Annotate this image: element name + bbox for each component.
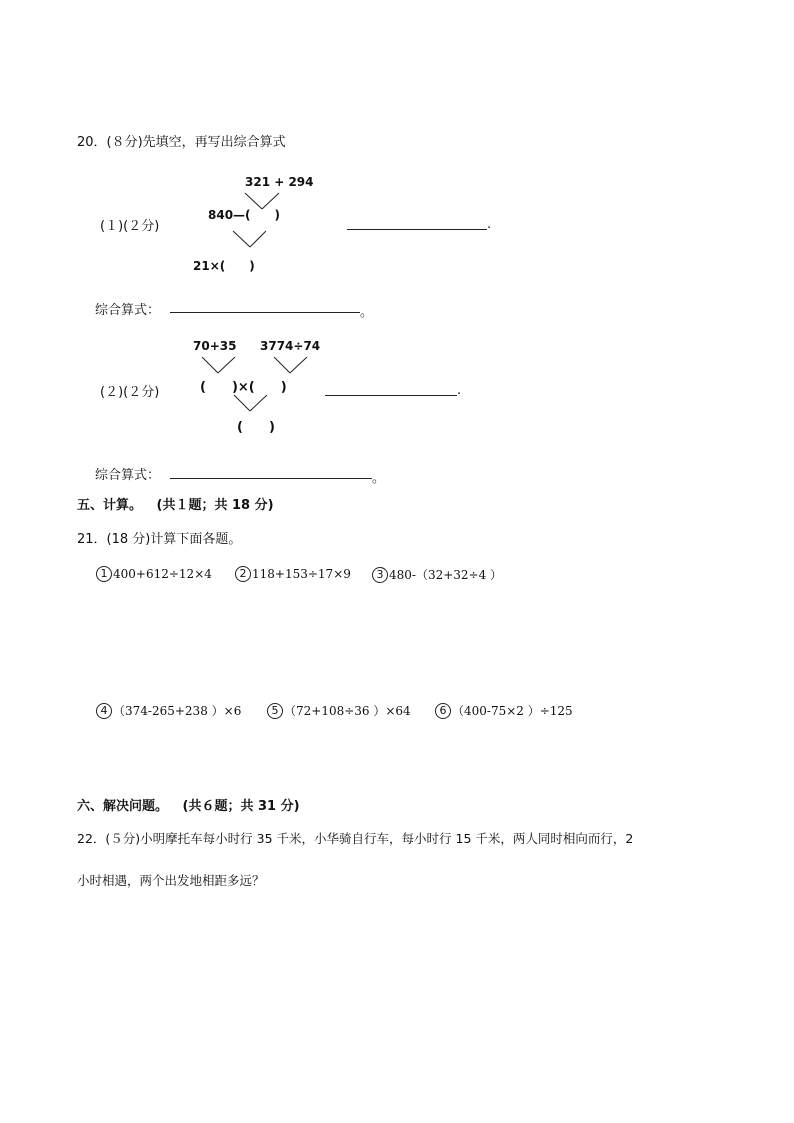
section6-title: 六、解决问题。 bbox=[77, 799, 169, 814]
q20-p2-answer-suffix: . bbox=[457, 383, 462, 398]
problem-expr-4: （374-265+238 ）×6 bbox=[113, 704, 242, 718]
q21-title: 21．(18 分)计算下面各题。 bbox=[77, 532, 242, 547]
q22-text-line2: 小时相遇，两个出发地相距多远？ bbox=[77, 873, 265, 888]
q20-p1-answer-suffix: . bbox=[487, 217, 492, 232]
problem-number-4: 4 bbox=[96, 703, 112, 719]
section5-heading bbox=[77, 494, 274, 513]
q20-p1-answer-blank[interactable] bbox=[347, 229, 487, 230]
q20-p2-right-top: 3774÷74 bbox=[260, 339, 321, 353]
problem-expr-1: 400+612÷12×4 bbox=[113, 567, 212, 581]
q21-problem-1 bbox=[96, 566, 212, 582]
q21-problem-2 bbox=[235, 566, 351, 582]
q20-p2-left-top: 70+35 bbox=[193, 339, 237, 353]
q20-p1-bottom-expr: 21×( ) bbox=[193, 259, 255, 273]
problem-number-1: 1 bbox=[96, 566, 112, 582]
problem-expr-6: （400-75×2 ）÷125 bbox=[452, 704, 573, 718]
problem-number-6: 6 bbox=[435, 703, 451, 719]
q20-p1-combined-label: 综合算式： bbox=[95, 303, 161, 318]
q20-p1-combined-blank[interactable] bbox=[170, 312, 360, 313]
q20-p2-combined-suffix: 。 bbox=[372, 471, 386, 486]
q20-p2-middle-expr: ( )×( ) bbox=[200, 380, 287, 395]
q20-p1-top-expr: 321 + 294 bbox=[245, 175, 314, 189]
problem-expr-5: （72+108÷36 ）×64 bbox=[284, 704, 411, 718]
q20-p2-answer-blank[interactable] bbox=[325, 395, 457, 396]
section6-meta: (共６题；共 31 分) bbox=[182, 799, 300, 814]
problem-number-2: 2 bbox=[235, 566, 251, 582]
q21-problem-5 bbox=[267, 702, 411, 719]
q20-p2-label: (２)(２分) bbox=[100, 385, 160, 400]
q20-title: 20．(８分)先填空，再写出综合算式 bbox=[77, 135, 286, 150]
problem-number-5: 5 bbox=[267, 703, 283, 719]
section6-heading bbox=[77, 795, 300, 814]
q22-text-line1: 22．(５分)小明摩托车每小时行 35 千米，小华骑自行车，每小时行 15 千米，两人同时相向而行，2 bbox=[77, 831, 634, 846]
q21-problem-4 bbox=[96, 702, 241, 719]
section5-title: 五、计算。 bbox=[77, 498, 143, 513]
q20-p2-bottom-expr: ( ) bbox=[237, 420, 275, 435]
q20-p1-middle-expr: 840—( ) bbox=[208, 208, 281, 222]
q21-problem-3 bbox=[372, 566, 502, 583]
q20-p1-combined-suffix: 。 bbox=[360, 305, 374, 320]
q20-p1-label: (１)(２分) bbox=[100, 219, 160, 234]
q21-problem-6 bbox=[435, 702, 573, 719]
problem-expr-3: 480-（32+32÷4 ） bbox=[389, 568, 503, 582]
problem-number-3: 3 bbox=[372, 567, 388, 583]
q20-p2-combined-label: 综合算式： bbox=[95, 468, 161, 483]
q20-p2-combined-blank[interactable] bbox=[170, 478, 372, 479]
problem-expr-2: 118+153÷17×9 bbox=[252, 567, 351, 581]
section5-meta: (共１题；共 18 分) bbox=[156, 498, 274, 513]
